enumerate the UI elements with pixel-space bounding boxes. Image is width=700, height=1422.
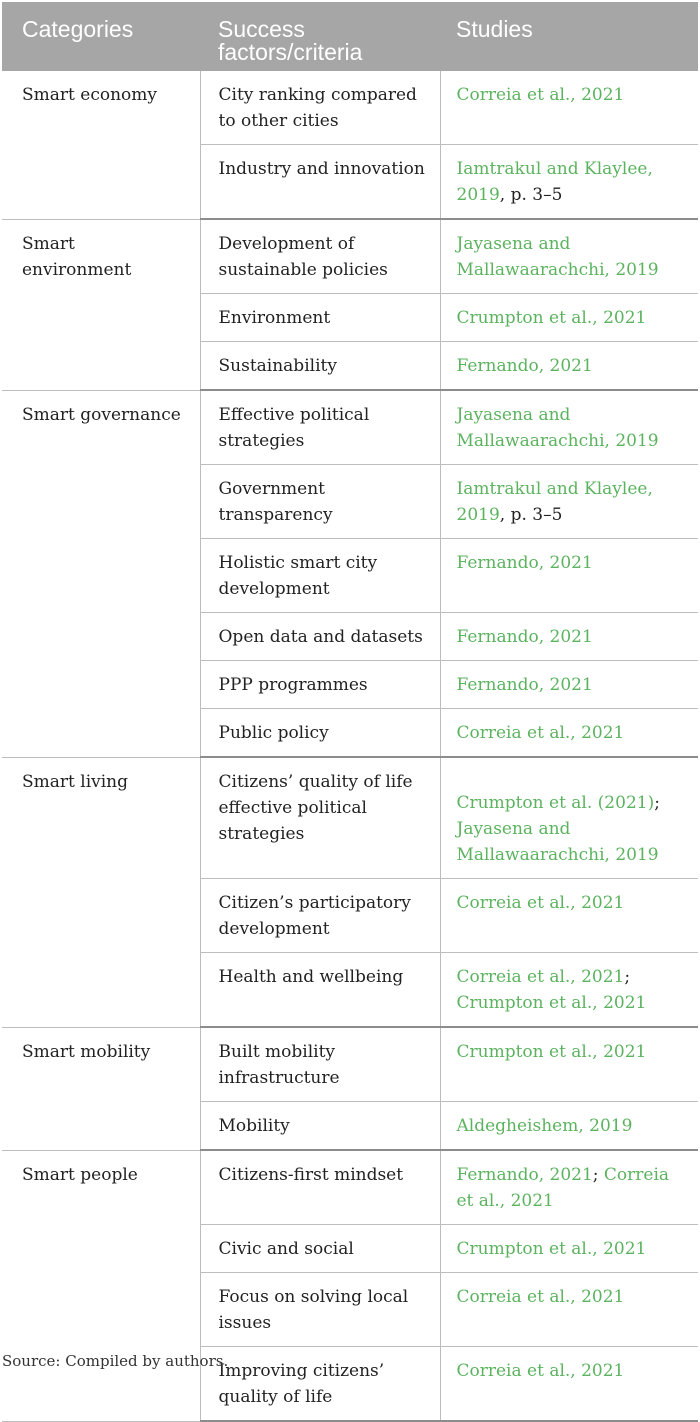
study-line [457,402,689,428]
studies-cell [440,661,698,709]
studies-cell [440,1347,698,1422]
citation-link[interactable]: Jayasena and [456,234,571,254]
factor-cell [200,1102,440,1151]
factor-line: Holistic smart city [218,553,378,573]
citation-link[interactable]: Correia et al., 2021 [456,967,625,987]
citation-link[interactable]: Crumpton et al., 2021 [456,993,647,1013]
factor-line: Built mobility [218,1042,336,1062]
study-line [457,257,689,283]
study-line [457,353,689,379]
citation-link[interactable]: Jayasena and [456,405,571,425]
citation-link[interactable]: Correia et al., 2021 [456,85,625,105]
factor-line: Environment [218,308,331,328]
header-categories: Categories [22,16,134,42]
study-line [457,1188,689,1214]
table-body [2,71,698,1421]
factor-line: issues [218,1313,272,1333]
factor-cell [200,879,440,953]
citation-link[interactable]: Correia [603,1165,670,1185]
citation-link[interactable]: 2019 [456,185,500,205]
factor-line: Public policy [218,723,329,743]
studies-cell [440,342,698,391]
category-cell: Smart economy [2,71,200,219]
table-header [2,2,698,71]
study-line [457,502,689,528]
citation-link[interactable]: Mallawaarachchi, 2019 [456,845,659,865]
citation-link[interactable]: Iamtrakul and Klaylee, [456,159,653,179]
factor-cell [200,1150,440,1225]
study-line [457,816,689,842]
factor-line: strategies [218,431,305,451]
factor-cell [200,1273,440,1347]
citation-link[interactable]: 2019 [456,505,500,525]
factor-cell [200,1027,440,1102]
study-line [457,550,689,576]
citation-link[interactable]: Fernando, 2021 [456,553,593,573]
factor-cell [200,1347,440,1422]
study-line [457,720,689,746]
study-line [457,182,689,208]
category-cell: Smart people [2,1150,200,1421]
factor-cell [200,465,440,539]
study-line [457,672,689,698]
study-line [457,476,689,502]
study-line [457,1113,689,1139]
study-line [457,1236,689,1262]
studies-cell [440,1273,698,1347]
factor-line: effective political [218,798,367,818]
table-row [2,390,698,465]
factor-line: Sustainability [218,356,337,376]
studies-cell [440,953,698,1028]
factor-cell [200,1225,440,1273]
study-line [457,305,689,331]
citation-text: , p. 3–5 [499,185,563,205]
citation-link[interactable]: Correia et al., 2021 [456,893,625,913]
study-line [457,890,689,916]
category-cell: Smart environment [2,219,200,390]
factor-cell [200,390,440,465]
citation-text: ; [624,967,631,987]
citation-link[interactable]: Correia et al., 2021 [456,723,625,743]
study-line [457,231,689,257]
factor-line: Health and wellbeing [218,967,404,987]
citation-link[interactable]: Correia et al., 2021 [456,1361,625,1381]
citation-link[interactable]: Mallawaarachchi, 2019 [456,260,659,280]
studies-cell [440,709,698,758]
factor-cell [200,294,440,342]
factor-cell [200,953,440,1028]
citation-link[interactable]: Crumpton et al., 2021 [456,308,647,328]
studies-cell [440,1225,698,1273]
table-row [2,1027,698,1102]
header-success-factors-line1: Success [218,16,305,42]
category-cell: Smart governance [2,390,200,757]
factor-cell [200,613,440,661]
citation-link[interactable]: et al., 2021 [456,1191,554,1211]
factor-line: development [218,919,330,939]
table-row [2,757,698,879]
study-line [457,964,689,990]
factor-cell [200,219,440,294]
citation-link[interactable]: Correia et al., 2021 [456,1287,625,1307]
factor-cell [200,539,440,613]
citation-text: ; [592,1165,604,1185]
category-cell: Smart mobility [2,1027,200,1150]
studies-cell [440,539,698,613]
studies-cell [440,1102,698,1151]
studies-cell [440,613,698,661]
factor-line: City ranking compared [218,85,417,105]
citation-link[interactable]: Iamtrakul and Klaylee, [456,479,653,499]
factor-line: Industry and innovation [218,159,425,179]
citation-link[interactable]: Crumpton et al., 2021 [456,1239,647,1259]
study-line [457,428,689,454]
studies-cell [440,145,698,220]
studies-cell [440,219,698,294]
source-note: Source: Compiled by authors. [2,1352,229,1370]
factor-line: Citizens’ quality of life [218,772,413,792]
header-row [2,2,698,71]
category-cell: Smart living [2,757,200,1027]
factor-line: infrastructure [218,1068,340,1088]
factor-line: PPP programmes [218,675,368,695]
factor-line: to other cities [218,111,339,131]
study-line [457,1039,689,1065]
factor-line: transparency [218,505,333,525]
header-success-factors [200,2,440,71]
factor-line: Citizens-first mindset [218,1165,404,1185]
factor-cell [200,71,440,145]
study-line [457,990,689,1016]
citation-link[interactable]: Fernando, 2021 [456,356,593,376]
citation-link[interactable]: Crumpton et al., 2021 [456,1042,647,1062]
study-line [457,842,689,868]
factor-cell [200,757,440,879]
citation-link[interactable]: Fernando, 2021 [456,1165,593,1185]
factor-line: Citizen’s participatory [218,893,411,913]
citation-text: ; [654,793,660,813]
citation-link[interactable]: Fernando, 2021 [456,675,593,695]
factor-line: sustainable policies [218,260,388,280]
header-studies: Studies [456,16,533,42]
citation-link[interactable]: Fernando, 2021 [456,627,593,647]
factor-line: Mobility [218,1116,290,1136]
table-row [2,219,698,294]
factor-line: Development of [218,234,355,254]
header-success-factors-line2: factors/criteria [218,39,363,65]
study-line [457,82,689,108]
studies-cell [440,465,698,539]
factor-line: Improving citizens’ [218,1361,385,1381]
factor-line: strategies [218,824,305,844]
study-line [457,1284,689,1310]
factor-cell [200,709,440,758]
study-line [457,1162,689,1188]
citation-link[interactable]: Aldegheishem, 2019 [456,1116,633,1136]
table-row [2,1150,698,1225]
studies-cell [440,294,698,342]
citation-link[interactable]: Jayasena and [456,819,571,839]
citation-link[interactable]: Crumpton et al. (2021) [456,793,655,813]
factor-line: development [218,579,330,599]
study-line [457,790,689,816]
factor-cell [200,661,440,709]
studies-cell [440,757,698,879]
factor-line: Focus on solving local [218,1287,409,1307]
success-factors-table [2,2,698,1422]
factor-line: Effective political [218,405,370,425]
table-row [2,71,698,145]
study-line [457,1358,689,1384]
studies-cell [440,1150,698,1225]
factor-line: Government [218,479,326,499]
studies-cell [440,879,698,953]
studies-cell [440,390,698,465]
study-line [457,156,689,182]
studies-cell [440,71,698,145]
studies-cell [440,1027,698,1102]
factor-line: quality of life [218,1387,333,1407]
factor-cell [200,145,440,220]
study-line [457,624,689,650]
factor-line: Civic and social [218,1239,354,1259]
citation-text: , p. 3–5 [499,505,563,525]
factor-cell [200,342,440,391]
factor-line: Open data and datasets [218,627,423,647]
citation-link[interactable]: Mallawaarachchi, 2019 [456,431,659,451]
